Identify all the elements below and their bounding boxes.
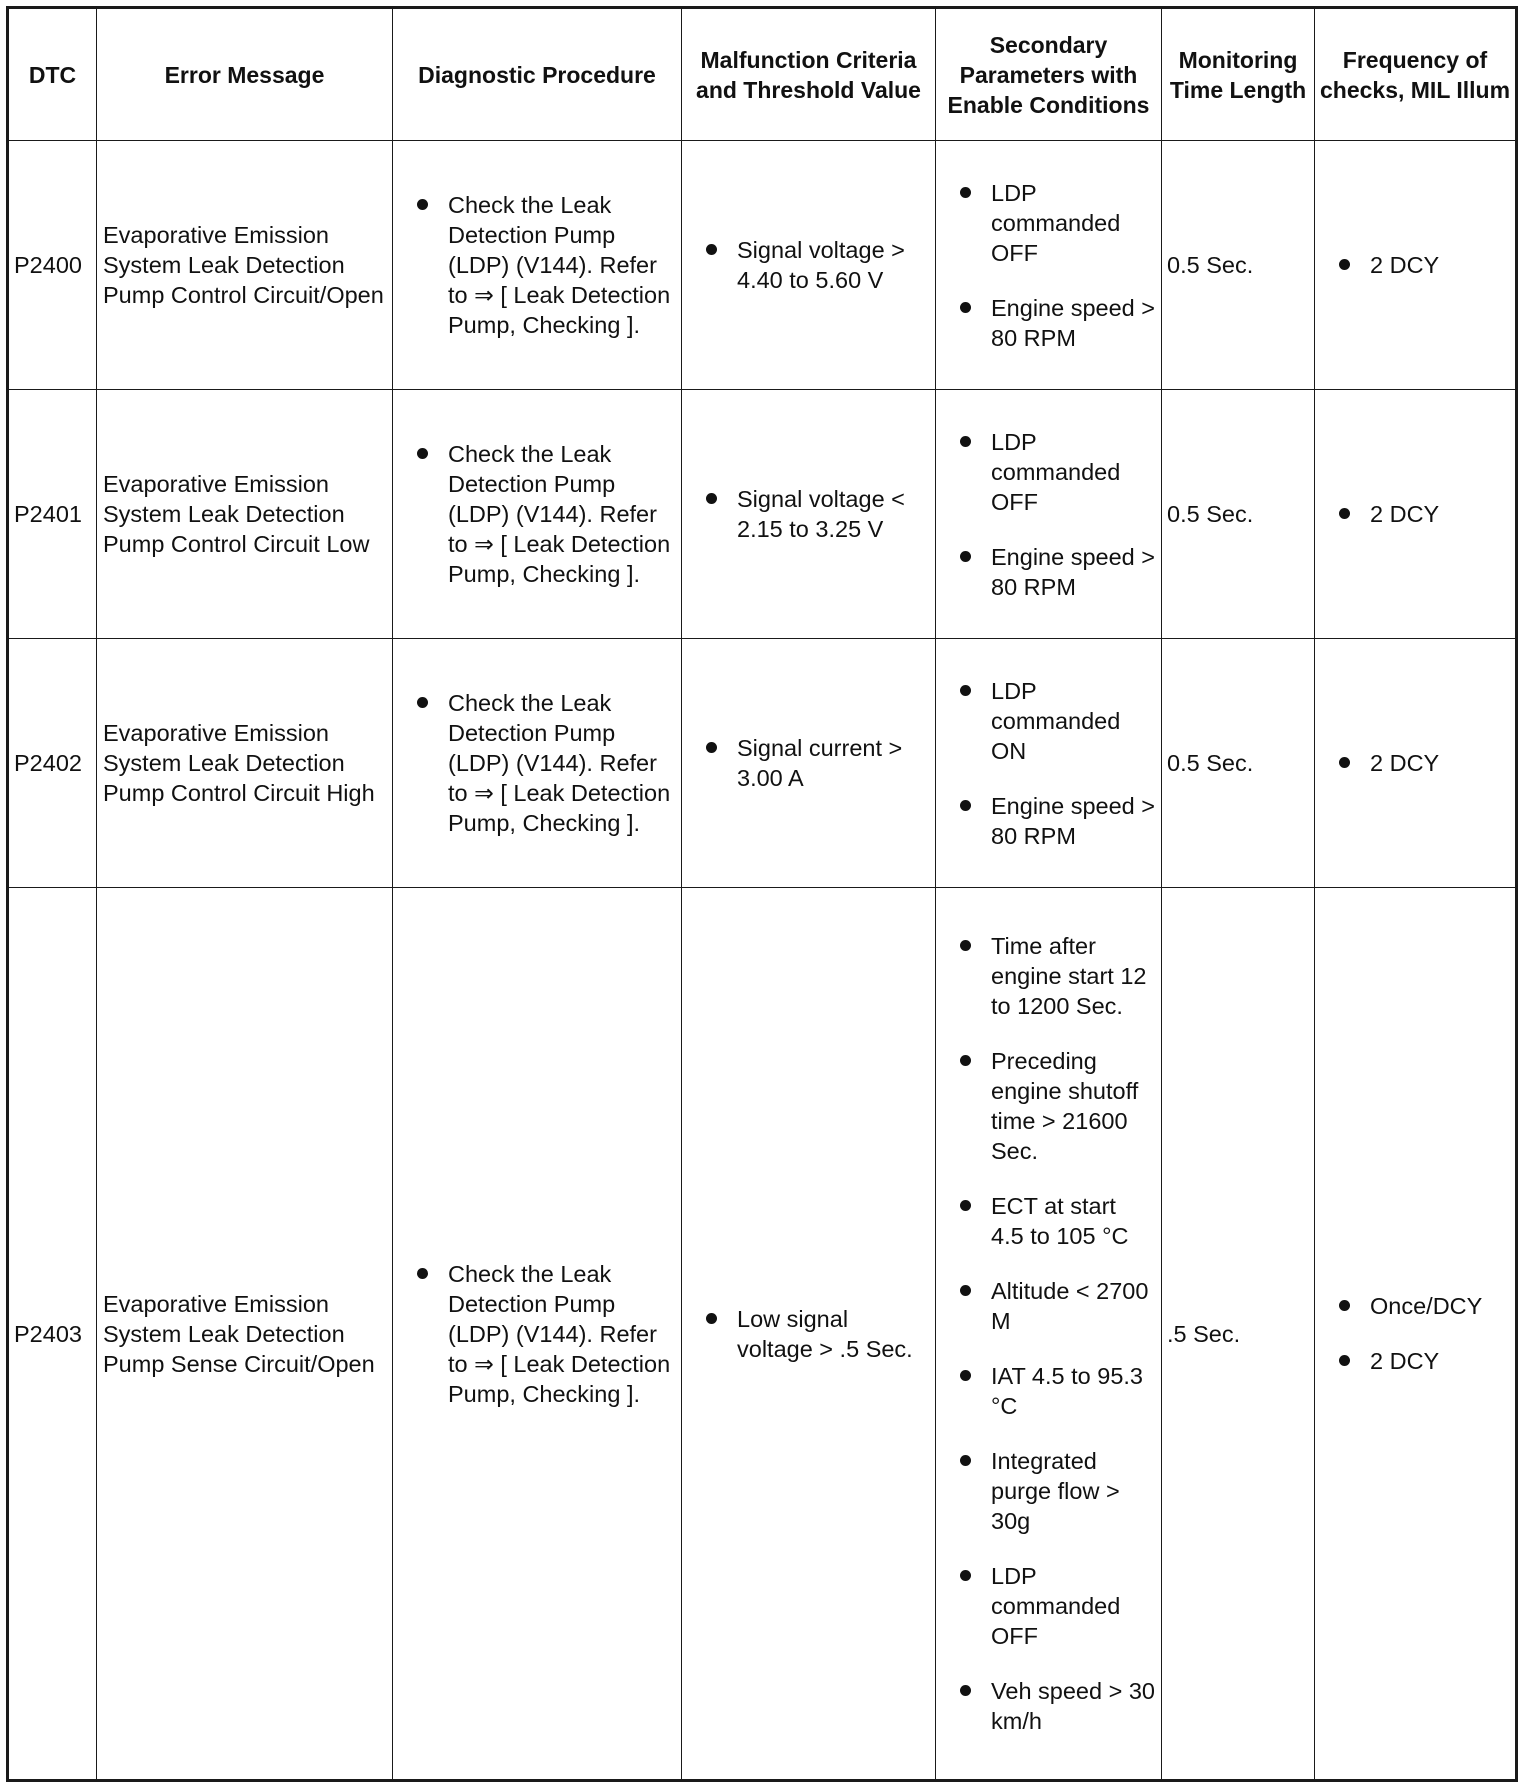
frequency	[1315, 639, 1517, 888]
malfunction-criteria	[682, 141, 936, 390]
table-row	[8, 888, 1517, 1781]
monitoring-time: 0.5 Sec.	[1162, 639, 1315, 888]
monitoring-time: 0.5 Sec.	[1162, 141, 1315, 390]
header-frequency: Frequency of checks, MIL Illum	[1315, 8, 1517, 141]
parameter-item: LDP commanded OFF	[936, 427, 1161, 517]
procedure-item: Check the Leak Detection Pump (LDP) (V144). Refer to ⇒ [ Leak Detection Pump, Checking ].	[393, 688, 681, 838]
error-message: Evaporative Emission System Leak Detection Pump Control Circuit High	[97, 639, 393, 888]
header-monitoring-time: Monitoring Time Length	[1162, 8, 1315, 141]
table-row	[8, 390, 1517, 639]
monitoring-time: 0.5 Sec.	[1162, 390, 1315, 639]
error-message: Evaporative Emission System Leak Detection Pump Control Circuit/Open	[97, 141, 393, 390]
parameter-item: Integrated purge flow > 30g	[936, 1446, 1161, 1536]
header-error-message: Error Message	[97, 8, 393, 141]
dtc-code: P2402	[8, 639, 97, 888]
procedure-item: Check the Leak Detection Pump (LDP) (V144). Refer to ⇒ [ Leak Detection Pump, Checking ].	[393, 1259, 681, 1409]
frequency-item: 2 DCY	[1315, 1346, 1515, 1376]
criteria-item: Signal voltage > 4.40 to 5.60 V	[682, 235, 935, 295]
frequency-item: 2 DCY	[1315, 748, 1515, 778]
parameter-item: ECT at start 4.5 to 105 °C	[936, 1191, 1161, 1251]
frequency	[1315, 390, 1517, 639]
table-row	[8, 639, 1517, 888]
frequency-item: Once/DCY	[1315, 1291, 1515, 1321]
error-message: Evaporative Emission System Leak Detection Pump Sense Circuit/Open	[97, 888, 393, 1781]
parameter-item: Time after engine start 12 to 1200 Sec.	[936, 931, 1161, 1021]
dtc-code: P2403	[8, 888, 97, 1781]
secondary-parameters	[936, 390, 1162, 639]
dtc-table-sheet	[6, 6, 1515, 1782]
frequency	[1315, 888, 1517, 1781]
diagnostic-procedure	[393, 141, 682, 390]
header-diagnostic-procedure: Diagnostic Procedure	[393, 8, 682, 141]
header-dtc: DTC	[8, 8, 97, 141]
frequency-item: 2 DCY	[1315, 250, 1515, 280]
table-row	[8, 141, 1517, 390]
frequency-item: 2 DCY	[1315, 499, 1515, 529]
criteria-item: Signal voltage < 2.15 to 3.25 V	[682, 484, 935, 544]
parameter-item: Engine speed > 80 RPM	[936, 542, 1161, 602]
parameter-item: LDP commanded ON	[936, 676, 1161, 766]
monitoring-time: .5 Sec.	[1162, 888, 1315, 1781]
malfunction-criteria	[682, 888, 936, 1781]
parameter-item: Altitude < 2700 M	[936, 1276, 1161, 1336]
criteria-item: Low signal voltage > .5 Sec.	[682, 1304, 935, 1364]
header-malfunction-criteria: Malfunction Criteria and Threshold Value	[682, 8, 936, 141]
malfunction-criteria	[682, 639, 936, 888]
secondary-parameters	[936, 639, 1162, 888]
parameter-item: Veh speed > 30 km/h	[936, 1676, 1161, 1736]
parameter-item: Preceding engine shutoff time > 21600 Sec.	[936, 1046, 1161, 1166]
error-message: Evaporative Emission System Leak Detection Pump Control Circuit Low	[97, 390, 393, 639]
dtc-code: P2401	[8, 390, 97, 639]
parameter-item: LDP commanded OFF	[936, 1561, 1161, 1651]
parameter-item: Engine speed > 80 RPM	[936, 293, 1161, 353]
header-row	[8, 8, 1517, 141]
malfunction-criteria	[682, 390, 936, 639]
parameter-item: Engine speed > 80 RPM	[936, 791, 1161, 851]
dtc-code: P2400	[8, 141, 97, 390]
procedure-item: Check the Leak Detection Pump (LDP) (V144). Refer to ⇒ [ Leak Detection Pump, Checking ].	[393, 190, 681, 340]
diagnostic-procedure	[393, 639, 682, 888]
parameter-item: LDP commanded OFF	[936, 178, 1161, 268]
procedure-item: Check the Leak Detection Pump (LDP) (V144). Refer to ⇒ [ Leak Detection Pump, Checking ].	[393, 439, 681, 589]
criteria-item: Signal current > 3.00 A	[682, 733, 935, 793]
dtc-table	[6, 6, 1518, 1782]
parameter-item: IAT 4.5 to 95.3 °C	[936, 1361, 1161, 1421]
secondary-parameters	[936, 141, 1162, 390]
frequency	[1315, 141, 1517, 390]
header-secondary-parameters: Secondary Parameters with Enable Conditions	[936, 8, 1162, 141]
secondary-parameters	[936, 888, 1162, 1781]
diagnostic-procedure	[393, 888, 682, 1781]
diagnostic-procedure	[393, 390, 682, 639]
